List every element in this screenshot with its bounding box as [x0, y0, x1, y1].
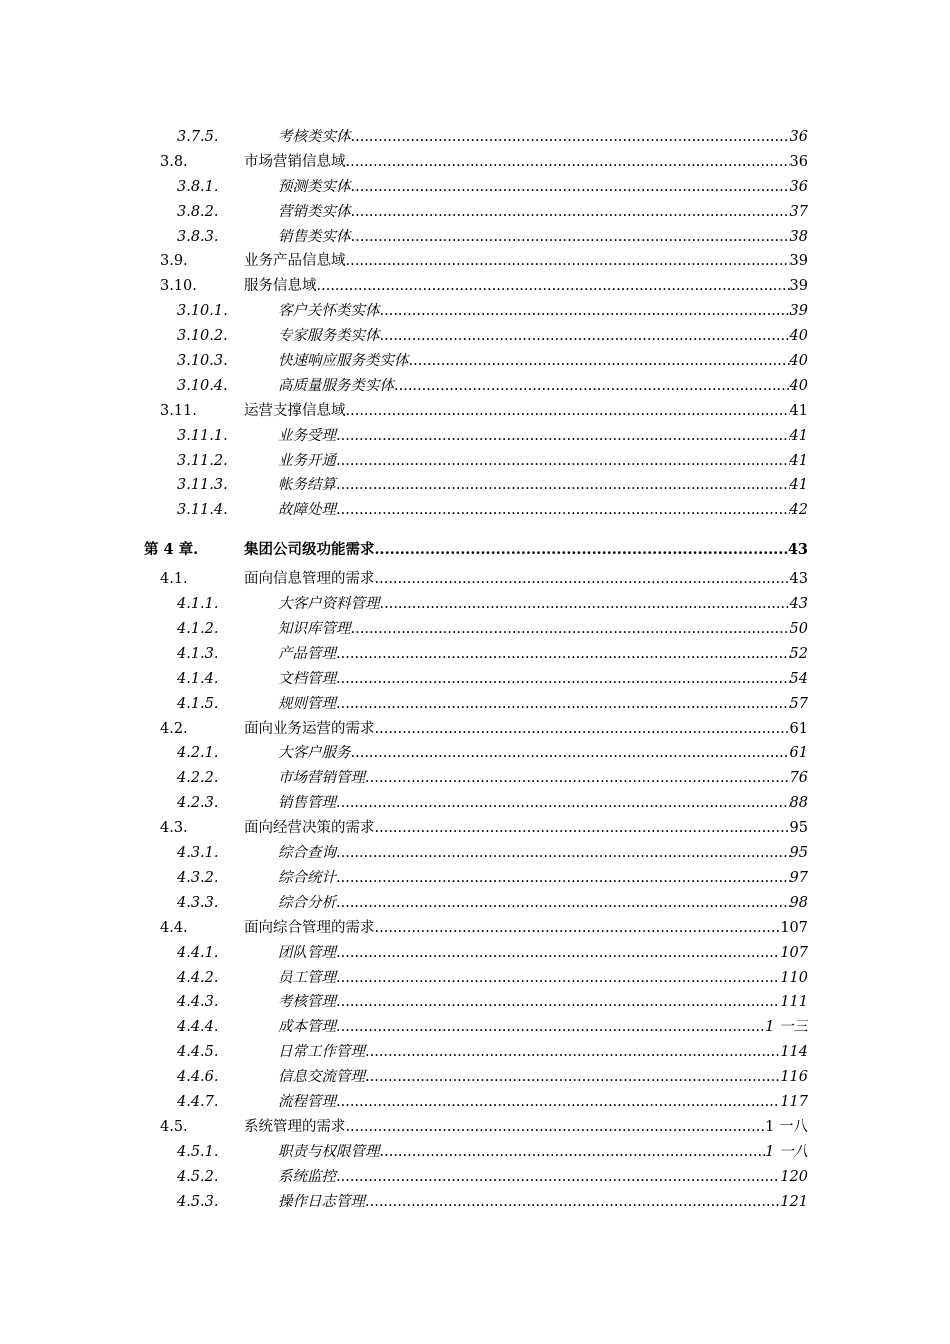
toc-entry-number: 3.11.1. [177, 427, 228, 444]
toc-entry-title-row [278, 324, 808, 349]
toc-entry-title: 操作日志管理 [278, 1193, 365, 1210]
toc-entry[interactable] [0, 498, 950, 523]
toc-entry[interactable] [0, 1165, 950, 1190]
toc-entry-title: 服务信息域 [244, 278, 317, 295]
toc-entry-title-row [278, 374, 808, 399]
toc-entry-page: 50 [789, 621, 808, 638]
toc-entry-title: 职责与权限管理 [278, 1143, 380, 1160]
toc-entry-number: 4.4.2. [177, 969, 219, 986]
toc-entry-page: 36 [789, 153, 808, 170]
toc-entry-title: 日常工作管理 [278, 1044, 365, 1061]
toc-entry-number: 4.1.1. [177, 596, 219, 613]
toc-entry-title: 市场营销信息域 [244, 153, 346, 170]
toc-entry-title: 预测类实体 [278, 178, 351, 195]
toc-entry-number: 4.4.6. [177, 1069, 219, 1086]
toc-dot-leader [375, 567, 790, 592]
toc-entry-title-row [278, 473, 808, 498]
toc-entry-number: 3.11.2. [177, 452, 228, 469]
toc-entry-number: 3.10.3. [177, 353, 228, 370]
toc-entry-number: 4.5.2. [177, 1168, 219, 1185]
toc-entry-title-row [278, 1090, 808, 1115]
toc-entry-page: 42 [789, 502, 808, 519]
toc-entry-title-row [244, 567, 808, 592]
toc-entry-title: 员工管理 [278, 969, 336, 986]
toc-entry[interactable] [0, 567, 950, 592]
toc-entry-number: 3.10.2. [177, 328, 228, 345]
toc-entry-number: 3.10.1. [177, 303, 228, 320]
toc-entry-number: 4.4.7. [177, 1093, 219, 1110]
toc-entry-number: 3.11.4. [177, 502, 228, 519]
toc-entry[interactable] [0, 617, 950, 642]
toc-entry[interactable] [0, 399, 950, 424]
toc-entry[interactable] [0, 816, 950, 841]
toc-entry-title: 高质量服务类实体 [278, 377, 394, 394]
toc-entry-page: 39 [789, 303, 808, 320]
toc-entry-title-row [244, 249, 808, 274]
toc-entry[interactable] [0, 667, 950, 692]
toc-entry-title-row [244, 816, 808, 841]
toc-entry-number: 4.3.3. [177, 894, 219, 911]
toc-entry-page: 57 [789, 695, 808, 712]
toc-entry-title: 销售类实体 [278, 228, 351, 245]
toc-dot-leader [375, 717, 790, 742]
toc-entry-title: 产品管理 [278, 645, 336, 662]
toc-entry-number: 4.3.1. [177, 845, 219, 862]
toc-entry[interactable] [0, 274, 950, 299]
toc-entry-page: 40 [789, 377, 808, 394]
toc-entry[interactable] [0, 791, 950, 816]
toc-entry-title: 考核管理 [278, 994, 336, 1011]
toc-dot-leader [375, 816, 790, 841]
toc-entry-title-row [244, 1115, 808, 1140]
toc-dot-leader [380, 1140, 766, 1165]
toc-entry-title: 考核类实体 [278, 129, 351, 145]
toc-entry-page: 41 [789, 477, 808, 494]
toc-entry-title: 文档管理 [278, 670, 336, 687]
toc-entry-title-row [278, 1190, 808, 1215]
toc-entry-number: 4.5.1. [177, 1143, 219, 1160]
toc-entry-title-row [278, 200, 808, 225]
toc-entry-title-row [278, 791, 808, 816]
toc-entry-title-row [278, 941, 808, 966]
toc-entry[interactable] [0, 1190, 950, 1215]
toc-entry-number: 3.7.5. [177, 129, 219, 145]
toc-dot-leader [351, 200, 790, 225]
toc-entry-title: 市场营销管理 [278, 770, 365, 787]
toc-entry[interactable] [0, 891, 950, 916]
toc-entry-page: 1 一三 [765, 1019, 808, 1036]
toc-entry-title-row [278, 1015, 808, 1040]
toc-dot-leader [346, 1115, 766, 1140]
toc-entry-title-row [278, 692, 808, 717]
toc-entry-page: 98 [789, 894, 808, 911]
toc-dot-leader [346, 249, 790, 274]
toc-entry-number: 4.5. [160, 1118, 188, 1135]
toc-entry[interactable] [0, 1140, 950, 1165]
toc-entry-number: 4.3. [160, 820, 188, 837]
toc-entry-number: 4.1.2. [177, 621, 219, 638]
toc-entry[interactable] [0, 324, 950, 349]
toc-dot-leader [365, 1040, 780, 1065]
toc-entry-title-row [278, 125, 808, 150]
toc-entry-page: 43 [789, 571, 808, 588]
toc-dot-leader [336, 473, 790, 498]
toc-entry-number: 3.8.1. [177, 178, 219, 195]
toc-entry[interactable] [0, 150, 950, 175]
toc-entry[interactable] [0, 125, 950, 150]
toc-entry-title: 营销类实体 [278, 203, 351, 220]
toc-entry[interactable] [0, 1115, 950, 1140]
toc-entry-number: 4.4.5. [177, 1044, 219, 1061]
toc-entry-page: 1 一八 [765, 1143, 808, 1160]
toc-entry-page: 38 [789, 228, 808, 245]
toc-entry[interactable] [0, 866, 950, 891]
toc-entry-title-row [278, 175, 808, 200]
toc-dot-leader [336, 990, 780, 1015]
toc-entry-page: 1 一八 [765, 1118, 808, 1135]
toc-entry-title: 故障处理 [278, 502, 336, 519]
toc-entry-page: 36 [789, 129, 808, 145]
toc-entry-title: 流程管理 [278, 1093, 336, 1110]
toc-entry-title-row [278, 990, 808, 1015]
toc-entry-number: 3.11. [160, 402, 197, 419]
toc-entry-number: 3.11.3. [177, 477, 228, 494]
toc-entry[interactable] [0, 741, 950, 766]
toc-entry-number: 4.2.2. [177, 770, 219, 787]
toc-entry[interactable] [0, 473, 950, 498]
toc-entry-title: 快速响应服务类实体 [278, 353, 409, 370]
toc-entry-title-row [278, 642, 808, 667]
toc-entry-title: 业务产品信息域 [244, 253, 346, 270]
toc-entry-title-row [278, 841, 808, 866]
toc-entry-page: 88 [789, 795, 808, 812]
toc-dot-leader [380, 324, 790, 349]
toc-entry-page: 36 [789, 178, 808, 195]
toc-entry-number: 3.10. [160, 278, 197, 295]
toc-entry-number: 4.2. [160, 720, 188, 737]
toc-entry-title-row [278, 449, 808, 474]
toc-dot-leader [336, 642, 790, 667]
toc-entry-page: 41 [789, 427, 808, 444]
toc-entry-number: 4.4.1. [177, 944, 219, 961]
toc-dot-leader [351, 125, 790, 150]
toc-entry-title: 系统监控 [278, 1168, 336, 1185]
toc-entry-title-row [278, 1065, 808, 1090]
toc-dot-leader [336, 1015, 765, 1040]
toc-dot-leader [336, 891, 790, 916]
toc-entry-title-row [278, 766, 808, 791]
toc-entry[interactable] [0, 941, 950, 966]
toc-entry-title-row [278, 866, 808, 891]
toc-entry-title: 面向综合管理的需求 [244, 919, 375, 936]
toc-entry-title: 业务受理 [278, 427, 336, 444]
toc-dot-leader [336, 866, 790, 891]
toc-entry[interactable] [0, 966, 950, 991]
toc-entry-page: 111 [780, 994, 808, 1011]
toc-entry[interactable] [0, 1065, 950, 1090]
toc-entry[interactable] [0, 424, 950, 449]
toc-entry-title: 成本管理 [278, 1019, 336, 1036]
toc-entry-page: 40 [789, 328, 808, 345]
toc-entry-title: 系统管理的需求 [244, 1118, 346, 1135]
toc-entry-number: 4.4.3. [177, 994, 219, 1011]
toc-entry-title-row [278, 498, 808, 523]
toc-entry-title-row [278, 617, 808, 642]
toc-entry-title: 销售管理 [278, 795, 336, 812]
toc-dot-leader [375, 533, 788, 567]
toc-dot-leader [336, 667, 790, 692]
toc-entry-number: 4.5.3. [177, 1193, 219, 1210]
toc-dot-leader [365, 766, 790, 791]
toc-entry-title-row [244, 150, 808, 175]
toc-entry-title-row [278, 592, 808, 617]
toc-dot-leader [365, 1065, 780, 1090]
toc-entry[interactable] [0, 592, 950, 617]
toc-entry[interactable] [0, 692, 950, 717]
toc-entry-number: 3.8.3. [177, 228, 219, 245]
toc-entry-number: 3.10.4. [177, 377, 228, 394]
toc-entry[interactable] [0, 225, 950, 250]
toc-entry-title: 知识库管理 [278, 621, 351, 638]
toc-dot-leader [409, 349, 790, 374]
toc-entry[interactable] [0, 299, 950, 324]
toc-entry-title-row [278, 1140, 808, 1165]
toc-entry-title: 面向信息管理的需求 [244, 571, 375, 588]
toc-entry-page: 117 [780, 1093, 808, 1110]
toc-dot-leader [394, 374, 790, 399]
toc-entry-page: 39 [789, 253, 808, 270]
toc-dot-leader [336, 1165, 780, 1190]
toc-entry-page: 107 [780, 919, 808, 936]
toc-entry-page: 37 [789, 203, 808, 220]
toc-entry-title: 运营支撑信息域 [244, 402, 346, 419]
toc-dot-leader [346, 399, 790, 424]
toc-entry-title-row [278, 891, 808, 916]
toc-entry-page: 110 [780, 969, 808, 986]
toc-entry-page: 120 [780, 1168, 808, 1185]
toc-entry-title: 业务开通 [278, 452, 336, 469]
toc-entry-page: 95 [789, 845, 808, 862]
toc-entry-title-row [278, 424, 808, 449]
toc-entry-title: 规则管理 [278, 695, 336, 712]
toc-dot-leader [336, 841, 790, 866]
toc-entry-title: 综合统计 [278, 869, 336, 886]
toc-dot-leader [351, 225, 790, 250]
toc-entry[interactable] [0, 249, 950, 274]
toc-entry-number: 3.8. [160, 153, 188, 170]
toc-entry-title-row [278, 1040, 808, 1065]
toc-entry[interactable] [0, 916, 950, 941]
toc-dot-leader [346, 150, 790, 175]
toc-entry-title-row [244, 399, 808, 424]
toc-entry-number: 3.8.2. [177, 203, 219, 220]
toc-entry-page: 61 [789, 720, 808, 737]
toc-entry[interactable] [0, 1090, 950, 1115]
toc-dot-leader [351, 617, 790, 642]
toc-dot-leader [336, 449, 790, 474]
toc-chapter-entry[interactable] [0, 533, 950, 567]
toc-entry-title-row [278, 667, 808, 692]
toc-entry-title: 综合分析 [278, 894, 336, 911]
toc-entry-page: 54 [789, 670, 808, 687]
toc-dot-leader [380, 592, 790, 617]
toc-entry-title-row [244, 533, 808, 567]
toc-entry-title-row [278, 966, 808, 991]
toc-entry-page: 41 [789, 402, 808, 419]
toc-entry-title-row [278, 225, 808, 250]
toc-entry-page: 40 [789, 353, 808, 370]
toc-dot-leader [336, 498, 790, 523]
toc-entry-number: 4.3.2. [177, 869, 219, 886]
toc-dot-leader [351, 175, 790, 200]
toc-entry[interactable] [0, 349, 950, 374]
toc-entry[interactable] [0, 990, 950, 1015]
toc-dot-leader [336, 791, 790, 816]
toc-entry-number: 4.1.4. [177, 670, 219, 687]
toc-entry-page: 61 [789, 745, 808, 762]
toc-entry-title: 大客户服务 [278, 745, 351, 762]
toc-entry-title: 专家服务类实体 [278, 328, 380, 345]
toc-entry-page: 39 [789, 278, 808, 295]
toc-entry[interactable] [0, 175, 950, 200]
toc-entry-page: 41 [789, 452, 808, 469]
toc-entry-title: 团队管理 [278, 944, 336, 961]
table-of-contents [0, 125, 950, 1214]
toc-entry-title: 大客户资料管理 [278, 596, 380, 613]
toc-dot-leader [317, 274, 790, 299]
toc-dot-leader [351, 741, 790, 766]
toc-entry[interactable] [0, 1015, 950, 1040]
toc-entry-title: 综合查询 [278, 845, 336, 862]
toc-entry-page: 116 [780, 1069, 808, 1086]
toc-entry-title: 帐务结算 [278, 477, 336, 494]
toc-dot-leader [336, 1090, 780, 1115]
toc-entry-title-row [244, 916, 808, 941]
toc-entry-number: 4.1.3. [177, 645, 219, 662]
toc-dot-leader [365, 1190, 780, 1215]
toc-dot-leader [336, 692, 790, 717]
toc-entry-title: 面向经营决策的需求 [244, 820, 375, 837]
toc-dot-leader [336, 941, 780, 966]
toc-entry-number: 4.1.5. [177, 695, 219, 712]
toc-entry-page: 97 [789, 869, 808, 886]
toc-entry-page: 121 [780, 1193, 808, 1210]
toc-entry[interactable] [0, 717, 950, 742]
toc-entry-number: 4.1. [160, 571, 188, 588]
toc-entry[interactable] [0, 374, 950, 399]
toc-entry-title: 面向业务运营的需求 [244, 720, 375, 737]
toc-entry-title: 信息交流管理 [278, 1069, 365, 1086]
toc-entry-title-row [244, 717, 808, 742]
toc-entry-page: 43 [787, 541, 808, 559]
toc-entry-page: 107 [780, 944, 808, 961]
toc-entry-title-row [278, 741, 808, 766]
toc-entry-page: 52 [789, 645, 808, 662]
toc-entry-page: 43 [789, 596, 808, 613]
toc-entry[interactable] [0, 449, 950, 474]
toc-entry-page: 95 [789, 820, 808, 837]
toc-entry-number: 4.2.1. [177, 745, 219, 762]
toc-entry-title-row [278, 349, 808, 374]
toc-dot-leader [336, 424, 790, 449]
toc-entry-number: 4.2.3. [177, 795, 219, 812]
toc-entry-title-row [244, 274, 808, 299]
toc-entry-title-row [278, 299, 808, 324]
toc-entry-page: 76 [789, 770, 808, 787]
toc-entry[interactable] [0, 841, 950, 866]
toc-entry[interactable] [0, 642, 950, 667]
toc-entry-title: 客户关怀类实体 [278, 303, 380, 320]
toc-entry-number: 4.4. [160, 919, 188, 936]
toc-entry-number: 第 4 章. [144, 541, 199, 559]
toc-entry-number: 4.4.4. [177, 1019, 219, 1036]
toc-dot-leader [336, 966, 780, 991]
toc-entry-title-row [278, 1165, 808, 1190]
toc-entry[interactable] [0, 1040, 950, 1065]
toc-entry[interactable] [0, 200, 950, 225]
toc-dot-leader [375, 916, 781, 941]
toc-entry-title: 集团公司级功能需求 [244, 541, 375, 559]
toc-entry[interactable] [0, 766, 950, 791]
toc-entry-number: 3.9. [160, 253, 188, 270]
toc-entry-page: 114 [780, 1044, 808, 1061]
toc-dot-leader [380, 299, 790, 324]
